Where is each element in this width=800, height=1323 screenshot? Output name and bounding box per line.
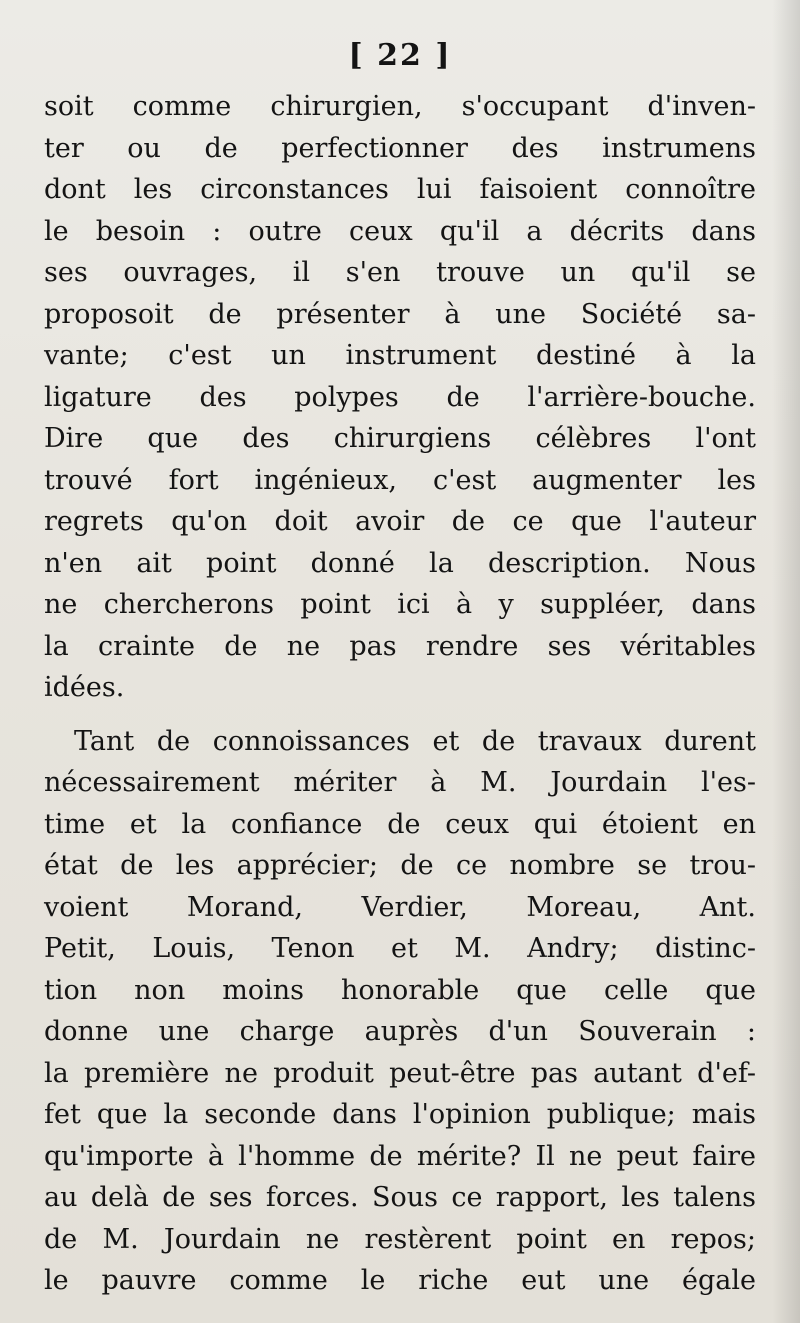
paragraph-2 <box>44 721 756 1302</box>
text-line: time et la confiance de ceux qui étoient en <box>44 808 756 840</box>
text-line: dont les circonstances lui faisoient connoître <box>44 174 756 205</box>
text-line: vante; c'est un instrument destiné à la <box>44 340 756 371</box>
text-line: fet que la seconde dans l'opinion publique; mais <box>44 1099 756 1130</box>
text-line: soit comme chirurgien, s'occupant d'inven- <box>44 91 756 122</box>
text-line: Tant de connoissances et de travaux durent <box>74 725 756 757</box>
paragraph-1 <box>44 86 756 709</box>
text-line: voient Morand, Verdier, Moreau, Ant. <box>44 891 756 923</box>
text-line: tion non moins honorable que celle que <box>44 974 756 1006</box>
text-line: donne une charge auprès d'un Souverain : <box>44 1016 756 1047</box>
text-line: n'en ait point donné la description. Nous <box>44 547 756 579</box>
body-text <box>44 86 756 1302</box>
text-line: au delà de ses forces. Sous ce rapport, les talens <box>44 1182 756 1213</box>
text-line: état de les apprécier; de ce nombre se trou- <box>44 850 756 881</box>
text-line: ses ouvrages, il s'en trouve un qu'il se <box>44 257 756 288</box>
text-line: Petit, Louis, Tenon et M. Andry; distinc- <box>44 933 756 964</box>
text-line: ne chercherons point ici à y suppléer, dans <box>44 589 756 620</box>
text-line: regrets qu'on doit avoir de ce que l'auteur <box>44 506 756 537</box>
page-number: [ 22 ] <box>348 38 452 73</box>
text-line: ter ou de perfectionner des instrumens <box>44 132 756 164</box>
paragraph-gap <box>44 709 756 721</box>
text-line: la crainte de ne pas rendre ses véritables <box>44 630 756 662</box>
text-line: proposoit de présenter à une Société sa- <box>44 298 756 330</box>
text-line: le pauvre comme le riche eut une égale <box>44 1265 756 1296</box>
text-line: idées. <box>44 672 125 703</box>
text-line: le besoin : outre ceux qu'il a décrits dans <box>44 215 756 247</box>
text-line: qu'importe à l'homme de mérite? Il ne peut faire <box>44 1140 756 1172</box>
text-line: Dire que des chirurgiens célèbres l'ont <box>44 423 756 454</box>
text-line: de M. Jourdain ne restèrent point en repos; <box>44 1223 756 1255</box>
text-line: la première ne produit peut-être pas autant d'ef- <box>44 1057 756 1089</box>
text-line: nécessairement mériter à M. Jourdain l'es- <box>44 767 756 798</box>
text-line: trouvé fort ingénieux, c'est augmenter les <box>44 464 756 496</box>
text-line: ligature des polypes de l'arrière-bouche. <box>44 381 756 413</box>
